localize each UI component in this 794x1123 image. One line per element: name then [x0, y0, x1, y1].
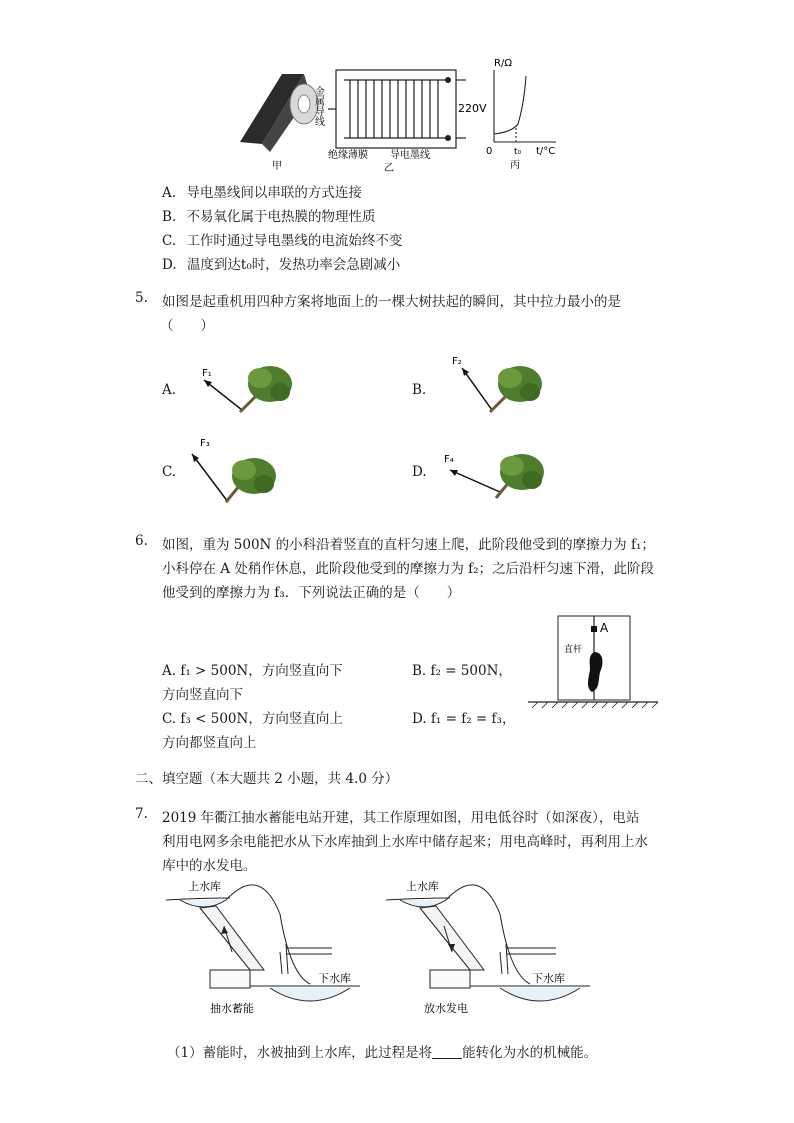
pole-climbing-figure: [528, 612, 660, 712]
q7-figure-pump: [160, 874, 380, 1024]
option-letter: B.: [162, 209, 177, 225]
option-letter: A.: [162, 185, 177, 201]
option-text: 导电墨线间以串联的方式连接: [186, 185, 362, 201]
option-letter: D.: [412, 464, 427, 480]
q5-option-b[interactable]: [412, 350, 552, 420]
q7-number: 7.: [135, 806, 148, 822]
q4-option-d[interactable]: [162, 253, 400, 273]
q7-line1: 2019 年衢江抽水蓄能电站开建，其工作原理如图，用电低谷时（如深夜），电站: [162, 810, 640, 826]
film-label: 绝缘薄膜: [328, 150, 368, 161]
caption-label: 放水发电: [424, 1002, 468, 1015]
answer-blank[interactable]: [432, 1046, 462, 1059]
option-letter: A.: [162, 382, 177, 398]
label-yi: 乙: [384, 163, 394, 174]
force-label: F₄: [444, 454, 454, 465]
lower-reservoir-label: 下水库: [532, 972, 565, 985]
point-a-label: A: [600, 621, 609, 635]
q6-option-b[interactable]: B. f₂ = 500N，: [412, 663, 512, 679]
q7-line2: 利用电网多余电能把水从下水库抽到上水库中储存起来；用电高峰时，再利用上水: [162, 834, 648, 850]
tree-force-figure: [180, 350, 300, 420]
sub1-after: 能转化为水的机械能。: [462, 1045, 598, 1061]
option-text: 工作时通过导电墨线的电流始终不变: [186, 233, 403, 249]
section-heading: 二、填空题（本大题共 2 小题，共 4.0 分）: [135, 771, 399, 787]
caption-label: 抽水蓄能: [210, 1002, 254, 1015]
tree-force-figure: [430, 350, 550, 420]
label-bing: 丙: [510, 160, 520, 171]
axis-x-label: t/°C: [536, 146, 556, 157]
q6-option-c[interactable]: C. f₃ < 500N，方向竖直向上: [162, 711, 343, 727]
t0-label: t₀: [514, 147, 522, 157]
metal-wire-label: 金属导线: [312, 86, 324, 126]
resistance-graph: [494, 70, 556, 142]
q5-paren: （ ）: [160, 318, 214, 334]
tree-force-figure: [430, 432, 550, 510]
q6-option-d-cont: 方向都竖直向上: [162, 735, 257, 751]
pumped-storage-diagram: [160, 874, 380, 1024]
film-circuit-diagram: [328, 70, 466, 148]
lower-reservoir-label: 下水库: [318, 972, 351, 985]
option-letter: B.: [412, 382, 427, 398]
q6-number: 6.: [135, 533, 148, 549]
q5-number: 5.: [135, 290, 148, 306]
q6-option-a[interactable]: A. f₁ > 500N，方向竖直向下: [162, 663, 343, 679]
force-label: F₃: [200, 438, 210, 449]
upper-reservoir-label: 上水库: [188, 880, 221, 893]
q6-line2: 小科停在 A 处稍作休息，此阶段他受到的摩擦力为 f₂；之后沿杆匀速下滑，此阶段: [162, 561, 655, 577]
force-label: F₂: [452, 356, 462, 367]
option-letter: C.: [162, 464, 177, 480]
q4-option-c[interactable]: [162, 229, 402, 249]
q4-option-b[interactable]: [162, 205, 376, 225]
q6-option-d[interactable]: D. f₁ = f₂ = f₃，: [412, 711, 516, 727]
q6-pole-figure: [528, 612, 660, 712]
heating-film-figure: [232, 54, 572, 174]
top-figure: [232, 54, 572, 174]
option-letter: D.: [162, 257, 177, 273]
upper-reservoir-label: 上水库: [406, 880, 439, 893]
sub1-before: （1）蓄能时，水被抽到上水库，此过程是将: [167, 1045, 433, 1061]
option-letter: C.: [162, 233, 177, 249]
q7-line3: 库中的水发电。: [162, 858, 257, 874]
q5-option-c[interactable]: [162, 432, 302, 510]
force-label: F₁: [202, 368, 212, 379]
q5-option-a[interactable]: [162, 350, 302, 420]
q6-line3: 他受到的摩擦力为 f₃．下列说法正确的是（ ）: [162, 585, 461, 601]
q7-sub1: [167, 1041, 597, 1061]
option-text: 温度到达t₀时，发热功率会急剧减小: [186, 257, 401, 273]
q6-option-b-cont: 方向竖直向下: [162, 687, 243, 703]
label-jia: 甲: [272, 161, 282, 172]
pole-label: 直杆: [564, 645, 583, 655]
ink-label: 导电墨线: [390, 150, 430, 161]
tree-force-figure: [180, 432, 300, 510]
q4-option-a[interactable]: [162, 181, 362, 201]
q5-stem: 如图是起重机用四种方案将地面上的一棵大树扶起的瞬间，其中拉力最小的是: [162, 294, 621, 310]
axis-y-label: R/Ω: [494, 58, 512, 69]
q7-figure-generate: [380, 874, 610, 1024]
q6-line1: 如图，重为 500N 的小科沿着竖直的直杆匀速上爬，此阶段他受到的摩擦力为 f₁；: [162, 537, 655, 553]
voltage-label: 220V: [458, 102, 487, 115]
pumped-storage-diagram: [380, 874, 610, 1024]
film-roll-image: [240, 74, 318, 152]
origin-label: 0: [486, 146, 493, 157]
option-text: 不易氧化属于电热膜的物理性质: [186, 209, 376, 225]
q5-option-d[interactable]: [412, 432, 552, 510]
